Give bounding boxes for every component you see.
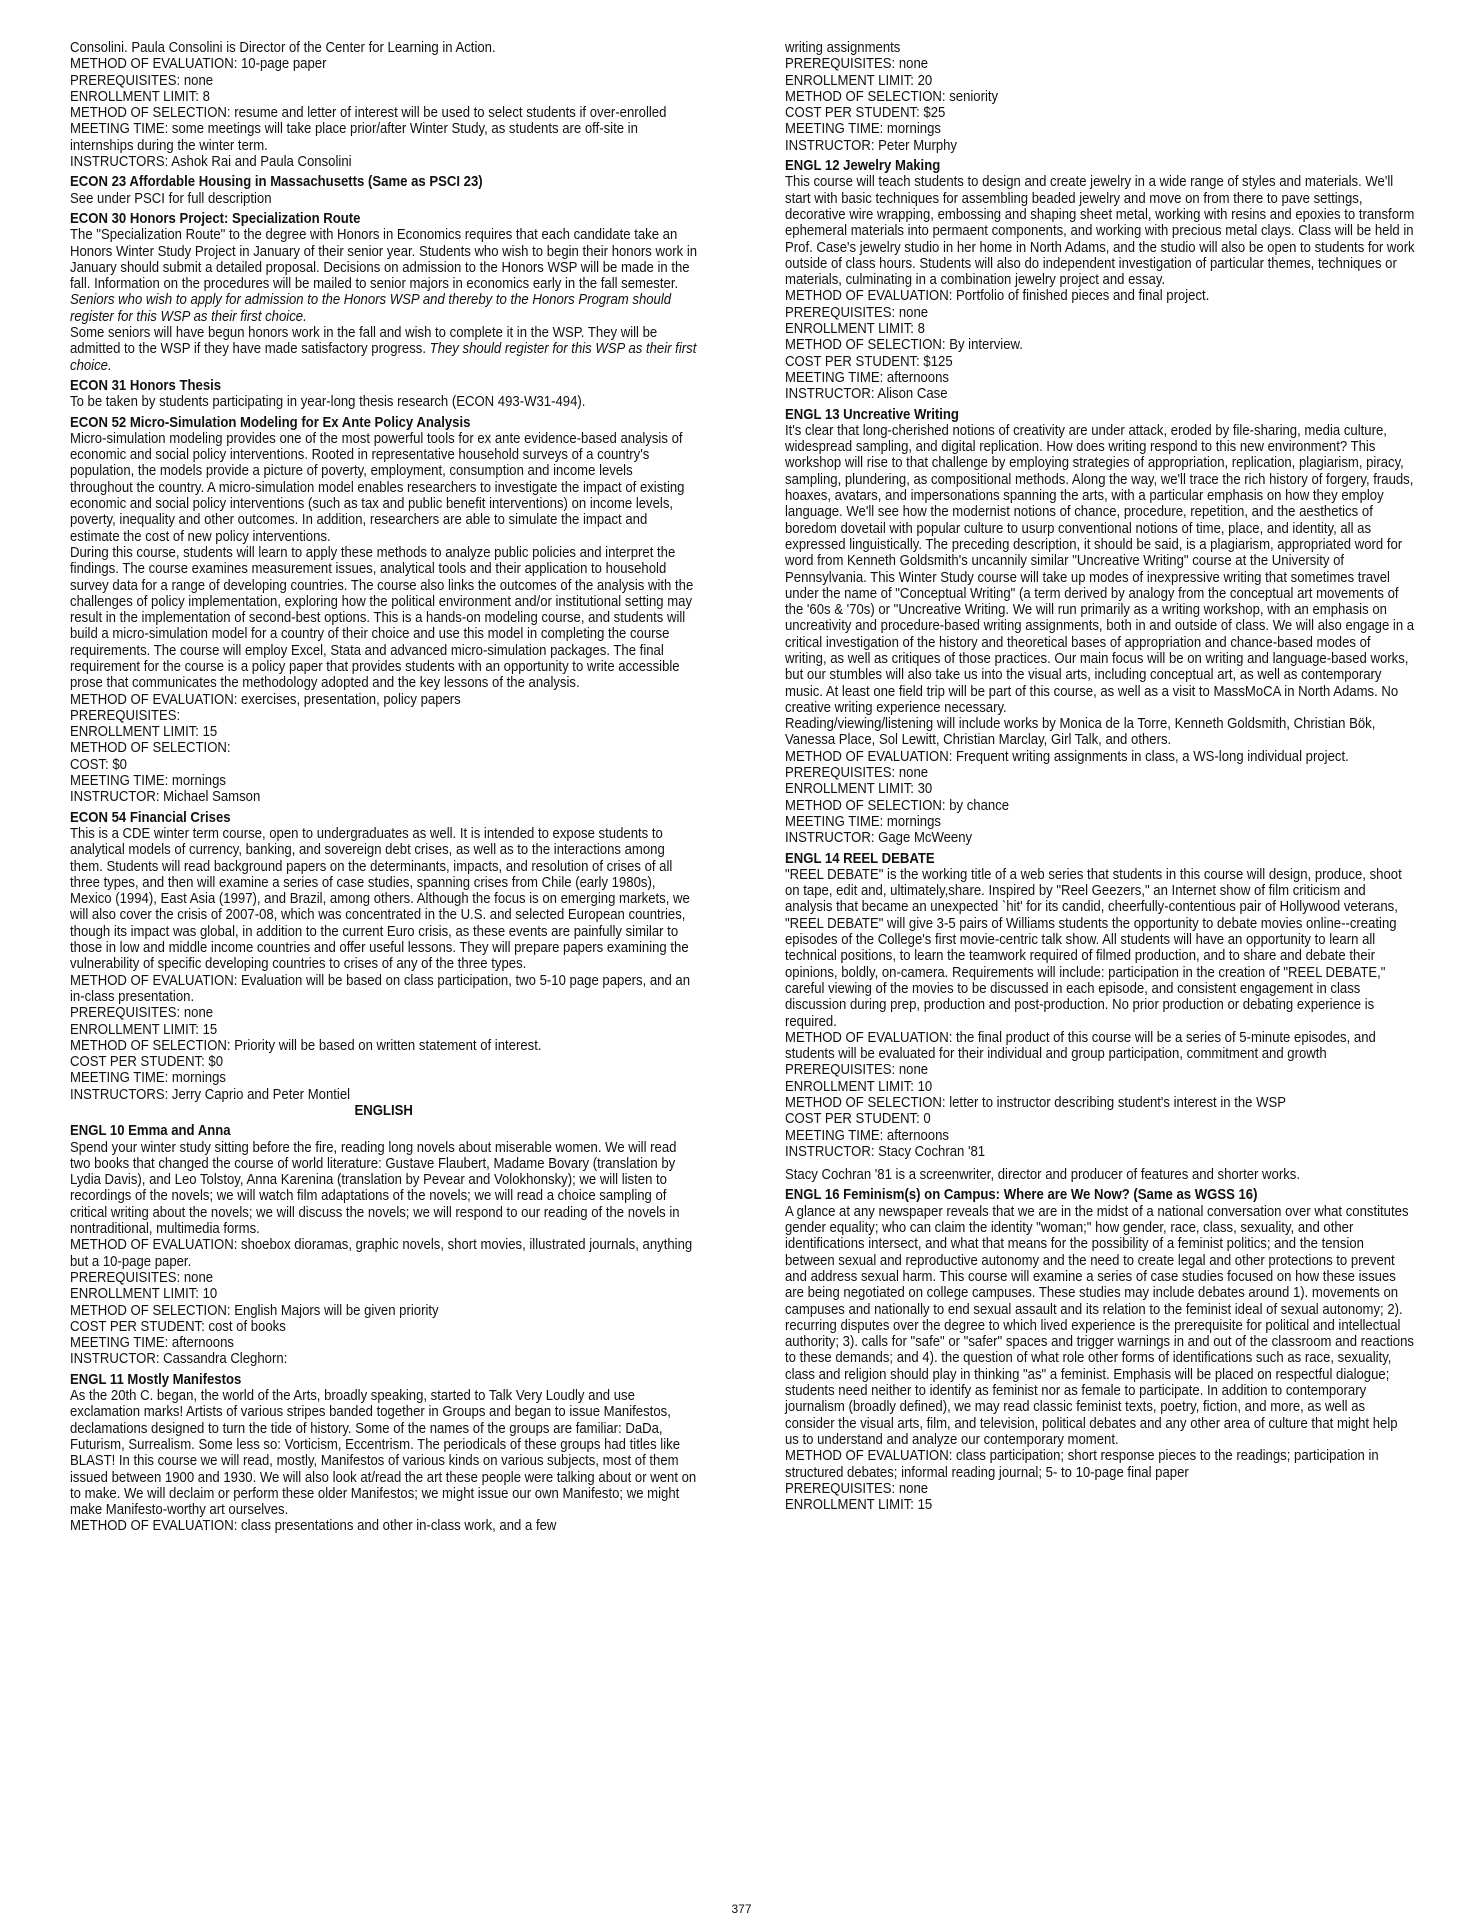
body-text (70, 1270, 697, 1286)
text-run: PREREQUISITES: none (785, 1062, 929, 1079)
body-text (70, 1087, 697, 1103)
text-run: METHOD OF EVALUATION: class presentations and other in-class work, and a few (70, 1518, 557, 1535)
text-run: PREREQUISITES: none (70, 1269, 214, 1286)
body-text (785, 765, 1415, 781)
body-text (70, 89, 697, 105)
body-text (70, 1319, 697, 1335)
text-run: This is a CDE winter term course, open to undergraduates as well. It is intended to expose students to analytical models of currency, banking, and sovereign debt crises, as well as to the interactions among them. Students will read background papers on the determinants, impacts, and resolution of crises of all three types, and then will examine a series of case studies, spanning crises from Chile (early 1980s), Mexico (1994), East Asia (1997), and Brazil, among others. Although the focus is on emerging markets, we will also cover the crisis of 2007-08, which was concentrated in the U.S. and selected European countries, though its impact was global, in addition to the current Euro crisis, as these events are painfully similar to those in low and middle income countries and offer useful lessons. They will prepare papers examining the vulnerability of specific developing countries to crises of any of the three types. (70, 825, 690, 973)
text-run: METHOD OF SELECTION: (70, 740, 231, 757)
text-run: METHOD OF EVALUATION: class participation; short response pieces to the readings; participation in structured debates; informal reading journal; 5- to 10-page final paper (785, 1448, 1379, 1481)
text-run: PREREQUISITES: none (70, 72, 214, 89)
italic-text-run: They should register for this WSP as their first choice. (70, 341, 697, 374)
text-run: Reading/viewing/listening will include works by Monica de la Torre, Kenneth Goldsmith, Christian Bök, Vanessa Place, Sol Lewitt, Christian Marclay, Girl Talk, and others. (785, 716, 1376, 749)
text-run: A glance at any newspaper reveals that we are in the midst of a national conversation over what constitutes gender equality; who can claim the identity "woman;" how gender, race, class, sexuality, and other identifications intersect, and what that means for the possibility of a feminist politics; and the tension between sexual and reproductive autonomy and the need to create legal and other protections to prevent and address sexual harm. This course will examine a series of case studies focused on how these issues are being negotiated on college campuses. These studies may include debates around 1). movements on campuses and nationally to end sexual assault and its relation to the feminist ideal of sexual autonomy; 2). recurring disputes over the degree to which lived experience is the prerequisite for political and intellectual authority; 3). calls for "safe" or "safer" spaces and trigger warnings in and out of the classroom and reactions to these demands; and 4). the question of what role other forms of identifications such as race, sexuality, class and religion should play in thinking "as" a feminist. Emphasis will be placed on respectful dialogue; students need neither to identify as feminist nor as female to participate. In addition to contemporary journalism (broadly defined), we may read classic feminist texts, poetry, fiction, and more, as well as consider the visual arts, film, and television, political debates and any other area of culture that might help us to understand and analyze our contemporary moment. (785, 1203, 1414, 1448)
text-run: PREREQUISITES: none (785, 56, 929, 73)
body-text (785, 354, 1415, 370)
body-text (70, 740, 697, 756)
body-text (785, 830, 1415, 846)
body-text (70, 40, 697, 56)
body-text (785, 288, 1415, 304)
course-heading-econ-54-financial-crises (70, 810, 697, 826)
text-run: COST PER STUDENT: $0 (70, 1054, 224, 1071)
body-text (70, 1070, 697, 1086)
body-text (785, 56, 1415, 72)
body-text (70, 56, 697, 72)
body-text (785, 305, 1415, 321)
text-run: writing assignments (785, 40, 901, 56)
body-text (785, 73, 1415, 89)
text-run: PREREQUISITES: none (70, 1005, 214, 1022)
text-run: INSTRUCTOR: Cassandra Cleghorn: (70, 1351, 288, 1368)
text-run: ENGLISH (354, 1103, 413, 1119)
right-column (785, 40, 1415, 1513)
body-text (70, 1303, 697, 1319)
text-run: ENROLLMENT LIMIT: 15 (70, 724, 218, 741)
course-heading-econ-30-honors-project-specialization-ro (70, 211, 697, 227)
text-run: See under PSCI for full description (70, 190, 272, 207)
text-run: ECON 54 Financial Crises (70, 809, 231, 826)
text-run: To be taken by students participating in year-long thesis research (ECON 493-W31-494). (70, 394, 586, 411)
text-run: As the 20th C. began, the world of the Arts, broadly speaking, started to Talk Very Loudly and use exclamation marks! Artists of various stripes banded together in Groups and began to issue Manifestos, declamations designed to turn the tide of history. Some of the names of the groups are familiar: DaDa, Futurism, Surrealism. Some less so: Vorticism, Eccentrism. The periodicals of these groups had titles like BLAST! In this course we will read, mostly, Manifestos of various kinds on various subjects, most of them issued between 1900 and 1930. We will also look at/read the art these people were talking about or went on to make. We will declaim or perform these older Manifestos; we might issue our own Manifesto; we might make Manifesto-worthy art ourselves. (70, 1388, 697, 1519)
body-text (70, 826, 697, 973)
body-text (70, 545, 697, 692)
text-run: Some seniors will have begun honors work in the fall and wish to complete it in the WSP. They will be admitted to the WSP if they have made satisfactory progress. (70, 325, 658, 358)
text-run: COST PER STUDENT: 0 (785, 1111, 931, 1128)
text-run: PREREQUISITES: none (785, 304, 929, 321)
text-run: Seniors who wish to apply for admission to the Honors WSP and thereby to the Honors Program should register for this WSP as their first choice. (70, 292, 672, 325)
text-run: ENGL 11 Mostly Manifestos (70, 1371, 242, 1388)
course-heading-econ-31-honors-thesis (70, 378, 697, 394)
instructor-bio (785, 1167, 1415, 1183)
body-text (70, 121, 697, 154)
body-text (785, 89, 1415, 105)
text-run: INSTRUCTORS: Jerry Caprio and Peter Montiel (70, 1086, 351, 1103)
text-run: COST PER STUDENT: cost of books (70, 1318, 286, 1335)
body-text (785, 423, 1415, 716)
text-run: METHOD OF EVALUATION: shoebox dioramas, graphic novels, short movies, illustrated journals, anything but a 10-page paper. (70, 1237, 693, 1270)
body-text (70, 708, 697, 724)
body-text (785, 105, 1415, 121)
text-run: METHOD OF SELECTION: Priority will be based on written statement of interest. (70, 1037, 542, 1054)
body-text (785, 1111, 1415, 1127)
course-heading-econ-23-affordable-housing-in-massachuse (70, 174, 697, 190)
body-text (785, 1128, 1415, 1144)
body-text (70, 431, 697, 545)
body-text (785, 781, 1415, 797)
text-run: ENROLLMENT LIMIT: 10 (70, 1286, 218, 1303)
text-run: INSTRUCTOR: Alison Case (785, 386, 948, 403)
body-text (785, 1204, 1415, 1448)
text-run: ENROLLMENT LIMIT: 10 (785, 1078, 933, 1095)
text-run: METHOD OF EVALUATION: Portfolio of finished pieces and final project. (785, 288, 1210, 305)
text-run: Stacy Cochran '81 is a screenwriter, director and producer of features and shorter works. (785, 1167, 1300, 1184)
text-run: ECON 31 Honors Thesis (70, 377, 222, 394)
text-run: METHOD OF EVALUATION: Frequent writing assignments in class, a WS-long individual project. (785, 748, 1349, 765)
body-text (70, 1140, 697, 1238)
text-run: MEETING TIME: afternoons (70, 1335, 234, 1352)
body-text (785, 138, 1415, 154)
text-run: ECON 52 Micro-Simulation Modeling for Ex Ante Policy Analysis (70, 414, 471, 431)
body-text (785, 370, 1415, 386)
text-run: MEETING TIME: mornings (785, 813, 941, 830)
text-run: ENGL 14 REEL DEBATE (785, 850, 935, 867)
text-run: METHOD OF SELECTION: By interview. (785, 337, 1023, 354)
text-run: INSTRUCTORS: Ashok Rai and Paula Consolini (70, 154, 352, 171)
text-run: MEETING TIME: mornings (70, 1070, 226, 1087)
section-heading (70, 1103, 697, 1119)
text-run: It's clear that long-cherished notions of creativity are under attack, eroded by file-sharing, media culture, widespread sampling, and digital replication. How does writing respond to this new environment? This workshop will rise to that challenge by employing strategies of appropriation, replication, plagiarism, piracy, sampling, plundering, as compositional methods. Along the way, we'll trace the rich history of forgery, frauds, hoaxes, avatars, and impersonations spanning the arts, with a particular emphasis on how they employ language. We'll see how the modernist notions of chance, procedure, repetition, and the aesthetics of boredom dovetail with popular culture to usurp conventional notions of time, place, and identity, all as expressed linguistically. The preceding description, it should be said, is a plagiarism, appropriated word for word from Kenneth Goldsmith's uncannily similar "Uncreative Writing" course at the University of Pennsylvania. This Winter Study course will take up modes of inexpressive writing that sometimes travel under the name of "Conceptual Writing" (a term derived by analogy from the conceptual art movements of the '60s & '70s) or "Uncreative Writing. We will run primarily as a writing workshop, with an emphasis on uncreativity and procedure-based writing assignments, both in and outside of class. We will also engage in a critical investigation of the history and theoretical bases of appropriation and chance-based modes of writing, as well as critiques of those practices. Our main focus will be on writing and language-based works, but our stumbles will also take us into the visual arts, including conceptual art, as well as contemporary music. At least one field trip will be part of this course, as well as a visit to MassMoCA in North Adams. No creative writing experience necessary. (785, 422, 1415, 716)
text-run: METHOD OF SELECTION: letter to instructor describing student's interest in the WSP (785, 1095, 1287, 1111)
course-heading-econ-52-micro-simulation-modeling-for-ex (70, 415, 697, 431)
text-run: MEETING TIME: mornings (70, 773, 226, 790)
text-run: METHOD OF EVALUATION: 10-page paper (70, 56, 327, 73)
text-run: MEETING TIME: some meetings will take place prior/after Winter Study, as students are off-site in internships during the winter term. (70, 121, 638, 154)
text-run: ENGL 12 Jewelry Making (785, 158, 941, 175)
body-text (70, 773, 697, 789)
course-heading-engl-10-emma-and-anna (70, 1123, 697, 1139)
body-text (70, 1518, 697, 1534)
text-run: ENROLLMENT LIMIT: 30 (785, 781, 933, 798)
body-text (70, 154, 697, 170)
body-text (70, 1237, 697, 1270)
text-run: ENROLLMENT LIMIT: 15 (70, 1021, 218, 1038)
text-run: METHOD OF EVALUATION: the final product of this course will be a series of 5-minute episodes, and students will be evaluated for their individual and group participation, commitment and growth (785, 1029, 1376, 1063)
text-run: "REEL DEBATE" is the working title of a web series that students in this course will design, produce, shoot on tape, edit and, ultimately,share. Inspired by "Reel Geezers," an Internet show of film criticism and analysis that became an unexpected `hit' for its candid, cheerfully-contentious pair of Hollywood veterans, "REEL DEBATE" will give 3-5 pairs of Williams students the opportunity to debate movies online--creating episodes of the College's first movie-centric talk show. All students will have an opportunity to learn all technical positions, to learn the teamwork required of filmed production, and to share and debate their opinions, boldly, on-camera. Requirements will include: participation in the creation of "REEL DEBATE," careful viewing of the movies to be discussed in each episode, and consistent engagement in class discussion during prep, production and post-production. No prior production or debating experience is required. (785, 866, 1402, 1030)
italic-note (70, 292, 697, 325)
text-run: Spend your winter study sitting before the fire, reading long novels about miserable women. We will read two books that changed the course of world literature: Gustave Flaubert, Madame Bovary (translation by Lydia Davis), and Leo Tolstoy, Anna Karenina (translation by Pevear and Volokhonsky); we will listen to recordings of the novels; we will watch film adaptations of the novels; we will read a choice sampling of critical writing about the novels; we will discuss the novels; we will respond to our reading of the novels in nontraditional, multimedia forms. (70, 1139, 680, 1238)
text-run: ENROLLMENT LIMIT: 15 (785, 1497, 933, 1514)
body-text (785, 386, 1415, 402)
text-run: METHOD OF EVALUATION: exercises, presentation, policy papers (70, 691, 461, 708)
text-run: PREREQUISITES: (70, 707, 181, 724)
text-run: METHOD OF SELECTION: resume and letter of interest will be used to select students if over-enrolled (70, 105, 667, 122)
body-text (785, 716, 1415, 749)
course-heading-engl-11-mostly-manifestos (70, 1372, 697, 1388)
body-text (70, 191, 697, 207)
body-text (70, 973, 697, 1006)
body-text (785, 798, 1415, 814)
body-text (785, 121, 1415, 137)
body-text (785, 1030, 1415, 1063)
text-run: METHOD OF SELECTION: seniority (785, 88, 999, 105)
body-text (70, 105, 697, 121)
text-run: Micro-simulation modeling provides one of the most powerful tools for ex ante evidence-based analysis of economic and social policy interventions. Rooted in representative household surveys of a country's population, the models provide a picture of poverty, employment, consumption and income levels throughout the country. A micro-simulation model enables researchers to investigate the impact of existing economic and social policy interventions (such as tax and public benefit interventions) on income levels, poverty, inequality and other outcomes. In addition, researchers are able to simulate the impact and estimate the cost of new policy interventions. (70, 430, 685, 545)
body-text (70, 757, 697, 773)
text-run: ENGL 16 Feminism(s) on Campus: Where are We Now? (Same as WGSS 16) (785, 1187, 1258, 1204)
body-text (70, 227, 697, 292)
text-run: MEETING TIME: afternoons (785, 1127, 949, 1144)
course-heading-engl-16-feminism-s-on-campus-where-are-w (785, 1187, 1415, 1203)
text-run: INSTRUCTOR: Peter Murphy (785, 137, 957, 154)
text-run: INSTRUCTOR: Stacy Cochran '81 (785, 1143, 986, 1160)
body-text (785, 1448, 1415, 1481)
body-text (785, 40, 1415, 56)
text-run: METHOD OF SELECTION: by chance (785, 797, 1010, 814)
left-column (70, 40, 697, 1535)
course-heading-engl-12-jewelry-making (785, 158, 1415, 174)
body-text (70, 325, 697, 374)
body-text (70, 1038, 697, 1054)
body-text (70, 789, 697, 805)
body-text (785, 1497, 1415, 1513)
text-run: INSTRUCTOR: Gage McWeeny (785, 830, 973, 847)
body-text (70, 1054, 697, 1070)
body-text (785, 337, 1415, 353)
text-run: PREREQUISITES: none (785, 1480, 929, 1497)
text-run: ENROLLMENT LIMIT: 8 (785, 321, 925, 338)
body-text (785, 867, 1415, 1030)
body-text (70, 1351, 697, 1367)
text-run: COST PER STUDENT: $25 (785, 105, 946, 122)
text-run: Consolini. Paula Consolini is Director of the Center for Learning in Action. (70, 40, 496, 56)
text-run: During this course, students will learn to apply these methods to analyze public policies and interpret the findings. The course examines measurement issues, analytical tools and their application to household survey data for a range of developing countries. The course also links the outcomes of the analysis with the challenges of policy implementation, exploring how the political environment and/or institutional setting may result in the implementation of second-best options. This is a hands-on modeling course, and students will build a micro-simulation model for a country of their choice and use this model in completing the course requirements. The course will employ Excel, Stata and advanced micro-simulation packages. The final requirement for the course is a policy paper that provides students with an opportunity to write accessible prose that communicates the methodology adopted and the key lessons of the analysis. (70, 544, 694, 692)
text-run: ENROLLMENT LIMIT: 8 (70, 88, 210, 105)
body-text (70, 1022, 697, 1038)
text-run: ENROLLMENT LIMIT: 20 (785, 72, 933, 89)
body-text (785, 1481, 1415, 1497)
body-text (785, 1062, 1415, 1078)
body-text (785, 749, 1415, 765)
body-text (785, 1144, 1415, 1160)
text-run: MEETING TIME: afternoons (785, 369, 949, 386)
text-run: ECON 23 Affordable Housing in Massachusetts (Same as PSCI 23) (70, 174, 483, 191)
page-number: 377 (731, 1902, 752, 1916)
body-text (70, 1005, 697, 1021)
course-heading-engl-14-reel-debate (785, 851, 1415, 867)
body-text (70, 1335, 697, 1351)
body-text (70, 692, 697, 708)
text-run: The "Specialization Route" to the degree with Honors in Economics requires that each candidate take an Honors Winter Study Project in January of their senior year. Students who wish to begin their honors work in January should submit a detailed proposal. Decisions on admission to the Honors WSP will be made in the fall. Information on the procedures will be mailed to senior majors in economics early in the fall semester. (70, 227, 698, 293)
course-heading-engl-13-uncreative-writing (785, 407, 1415, 423)
body-text (70, 1286, 697, 1302)
body-text (785, 814, 1415, 830)
body-text (785, 1095, 1415, 1111)
text-run: ENGL 13 Uncreative Writing (785, 406, 959, 423)
body-text (70, 73, 697, 89)
body-text (785, 1079, 1415, 1095)
text-run: COST: $0 (70, 756, 127, 773)
text-run: COST PER STUDENT: $125 (785, 353, 953, 370)
text-run: ENGL 10 Emma and Anna (70, 1123, 231, 1140)
body-text (70, 1388, 697, 1518)
text-run: METHOD OF SELECTION: English Majors will be given priority (70, 1302, 439, 1319)
text-run: ECON 30 Honors Project: Specialization Route (70, 210, 361, 227)
body-text (785, 174, 1415, 288)
text-run: METHOD OF EVALUATION: Evaluation will be based on class participation, two 5-10 page papers, and an in-class presentation. (70, 972, 691, 1005)
text-run: MEETING TIME: mornings (785, 121, 941, 138)
body-text (70, 394, 697, 410)
body-text (70, 724, 697, 740)
text-run: INSTRUCTOR: Michael Samson (70, 789, 261, 806)
body-text (785, 321, 1415, 337)
text-run: PREREQUISITES: none (785, 765, 929, 782)
text-run: This course will teach students to design and create jewelry in a wide range of styles and materials. We'll start with basic techniques for assembling beaded jewelry and move on from there to pave settings, decorative wire wrapping, embossing and shaping sheet metal, working with resins and epoxies to transform ephemeral materials into permaent components, and working with precious metal clays. Class will be held in Prof. Case's jewelry studio in her home in North Adams, and the studio will also be open to students for work outside of class hours. Students will also do independent investigation of particular themes, techniques or materials, culminating in a combination jewelry project and essay. (785, 174, 1415, 289)
